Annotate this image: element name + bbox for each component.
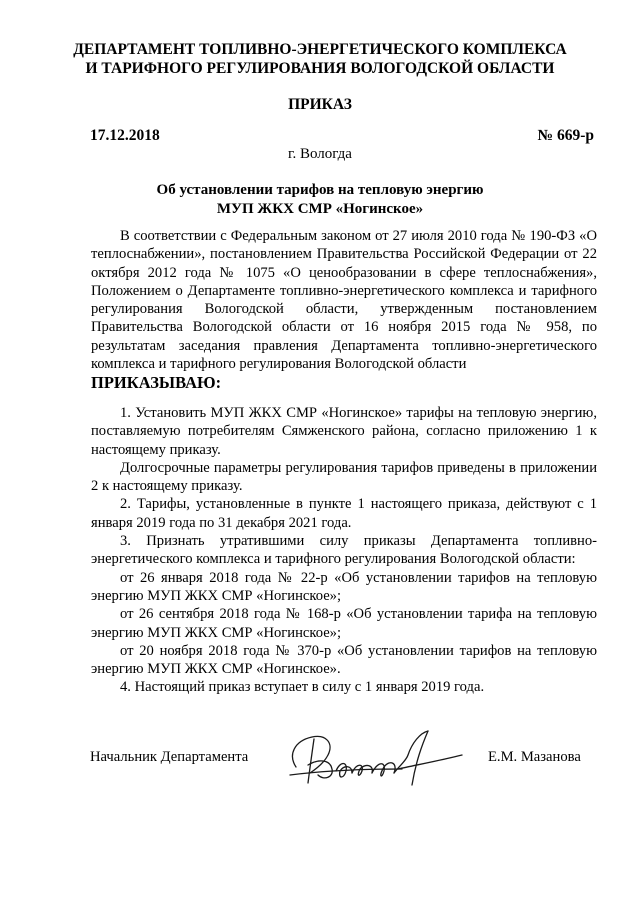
preamble-text: В соответствии с Федеральным законом от 27 июля 2010 года № 190-ФЗ «О теплоснабжении», постановлением Правительства Российской Федерации от 22 октября 2012 года № 1075 «О ценообразовании в сфере теплоснабжения», Положением о Департаменте топливно-энергетического комплекса и тарифного регулирования Вологодской области, утвержденным постановлением Правительства Вологодской области от 16 ноября 2015 года № 958, по результатам заседания правления Департамента топливно-энергетического комплекса и тарифного регулирования Вологодской области: [91, 228, 597, 373]
item-3-order-c: от 20 ноября 2018 года № 370-р «Об установлении тарифов на тепловую энергию МУП ЖКХ СМР «Ногинское».: [91, 642, 597, 678]
signatory-name: Е.М. Мазанова: [488, 749, 581, 765]
item-3: 3. Признать утратившими силу приказы Департамента топливно-энергетического комплекса и тарифного регулирования Вологодской области:: [91, 533, 597, 568]
item-2: 2. Тарифы, установленные в пункте 1 настоящего приказа, действуют с 1 января 2019 года по 31 декабря 2021 года.: [91, 496, 597, 531]
order-word: ПРИКАЗЫВАЮ:: [91, 373, 222, 393]
item-1-params: Долгосрочные параметры регулирования тарифов приведены в приложении 2 к настоящему приказу.: [91, 459, 597, 495]
item-1: 1. Установить МУП ЖКХ СМР «Ногинское» тарифы на тепловую энергию, поставляемую потребителям Сямженского района, согласно приложению 1 к настоящему приказу.: [91, 405, 597, 458]
item-4: 4. Настоящий приказ вступает в силу с 1 января 2019 года.: [120, 679, 485, 696]
item-3-order-a: от 26 января 2018 года № 22-р «Об установлении тарифов на тепловую энергию МУП ЖКХ СМР «Ногинское»;: [91, 569, 597, 604]
document-type: ПРИКАЗ: [288, 96, 352, 113]
document-number: № 669-р: [537, 127, 594, 144]
signatory-position: Начальник Департамента: [90, 749, 249, 765]
handwritten-signature: [282, 725, 468, 791]
subject-line-2: МУП ЖКХ СМР «Ногинское»: [216, 201, 424, 217]
document-date: 17.12.2018: [90, 127, 160, 144]
document-city: г. Вологда: [288, 146, 352, 162]
order-items: [91, 404, 597, 697]
header-line-2: И ТАРИФНОГО РЕГУЛИРОВАНИЯ ВОЛОГОДСКОЙ ОБЛАСТИ: [85, 60, 555, 77]
subject-line-1: Об установлении тарифов на тепловую энергию: [156, 182, 484, 198]
preamble-block: [91, 227, 597, 392]
item-3-order-b: от 26 сентября 2018 года № 168-р «Об установлении тарифа на тепловую энергию МУП ЖКХ СМР «Ногинское»;: [91, 606, 597, 641]
header-line-1: ДЕПАРТАМЕНТ ТОПЛИВНО-ЭНЕРГЕТИЧЕСКОГО КОМПЛЕКСА: [73, 41, 567, 58]
